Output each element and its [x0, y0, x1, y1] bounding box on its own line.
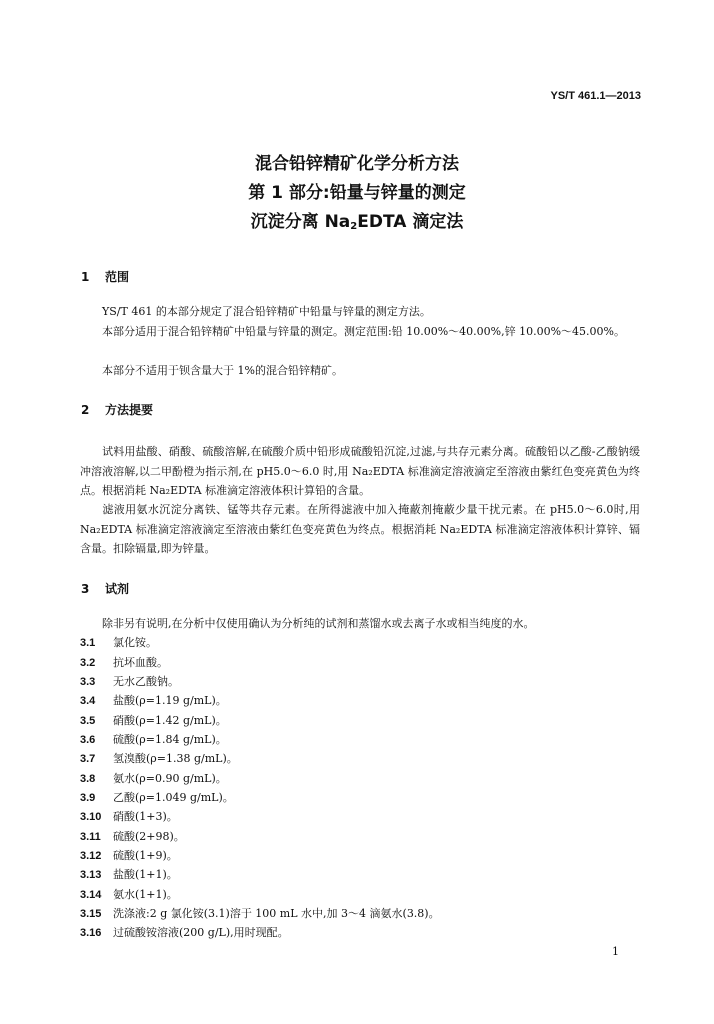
section-2-heading	[81, 401, 153, 418]
title-line-2: 第 1 部分:铅量与锌量的测定	[248, 183, 466, 203]
title-line-3-sub: 2	[350, 221, 358, 232]
paragraph: 本部分不适用于钡含量大于 1%的混合铅锌精矿。	[102, 364, 343, 377]
list-item: 3.13 盐酸(1+1)。	[80, 868, 178, 881]
page-number: 1	[612, 945, 619, 958]
list-item: 3.1 氯化铵。	[80, 636, 157, 649]
paragraph: YS/T 461 的本部分规定了混合铅锌精矿中铅量与锌量的测定方法。	[102, 305, 431, 318]
list-item: 3.10 硝酸(1+3)。	[80, 810, 178, 823]
list-item: 3.16 过硫酸铵溶液(200 g/L),用时现配。	[80, 926, 289, 939]
list-item: 3.5 硝酸(ρ=1.42 g/mL)。	[80, 714, 227, 727]
title-line-3	[0, 208, 714, 241]
title-line-3-post: EDTA 滴定法	[357, 212, 464, 232]
section-title: 试剂	[105, 582, 130, 596]
paragraph: 滤液用氨水沉淀分离铁、锰等共存元素。在所得滤液中加入掩蔽剂掩蔽少量干扰元素。在 pH5.0～6.0时,用 Na₂EDTA 标准滴定溶液滴定至溶液由紫红色变亮黄色为终点。根据消耗 Na₂EDTA 标准滴定溶液体积计算锌、镉含量。扣除镉量,即为锌量。	[80, 503, 640, 555]
section-3-heading	[81, 580, 129, 597]
paragraph: 试料用盐酸、硝酸、硫酸溶解,在硫酸介质中铅形成硫酸铅沉淀,过滤,与共存元素分离。硫酸铅以乙酸-乙酸钠缓冲溶液溶解,以二甲酚橙为指示剂,在 pH5.0～6.0 时,用 Na₂EDTA 标准滴定溶液滴定至溶液由紫红色变亮黄色为终点。根据消耗 Na₂EDTA 标准滴定溶液体积计算铅的含量。	[80, 445, 640, 497]
section-title: 范围	[105, 270, 130, 284]
list-item: 3.12 硫酸(1+9)。	[80, 849, 178, 862]
section-number: 1	[81, 270, 90, 284]
standard-code: YS/T 461.1—2013	[550, 90, 641, 102]
document-title	[0, 150, 714, 241]
list-item: 3.15 洗涤液:2 g 氯化铵(3.1)溶于 100 mL 水中,加 3～4 滴氨水(3.8)。	[80, 907, 440, 920]
paragraph: 除非另有说明,在分析中仅使用确认为分析纯的试剂和蒸馏水或去离子水或相当纯度的水。	[102, 617, 535, 630]
title-line-3-pre: 沉淀分离 Na	[250, 212, 351, 232]
paragraph: 本部分适用于混合铅锌精矿中铅量与锌量的测定。测定范围:铅 10.00%～40.00%,锌 10.00%～45.00%。	[102, 325, 625, 338]
list-item: 3.2 抗坏血酸。	[80, 656, 168, 669]
section-1-heading	[81, 268, 129, 285]
list-item: 3.6 硫酸(ρ=1.84 g/mL)。	[80, 733, 227, 746]
section-title: 方法提要	[105, 403, 154, 417]
list-item: 3.14 氨水(1+1)。	[80, 888, 178, 901]
list-item: 3.11 硫酸(2+98)。	[80, 830, 185, 843]
list-item: 3.4 盐酸(ρ=1.19 g/mL)。	[80, 694, 227, 707]
section-number: 3	[81, 582, 90, 596]
list-item: 3.7 氢溴酸(ρ=1.38 g/mL)。	[80, 752, 238, 765]
section-number: 2	[81, 403, 90, 417]
list-item: 3.9 乙酸(ρ=1.049 g/mL)。	[80, 791, 234, 804]
list-item: 3.3 无水乙酸钠。	[80, 675, 179, 688]
title-line-1: 混合铅锌精矿化学分析方法	[255, 154, 459, 174]
list-item: 3.8 氨水(ρ=0.90 g/mL)。	[80, 772, 227, 785]
